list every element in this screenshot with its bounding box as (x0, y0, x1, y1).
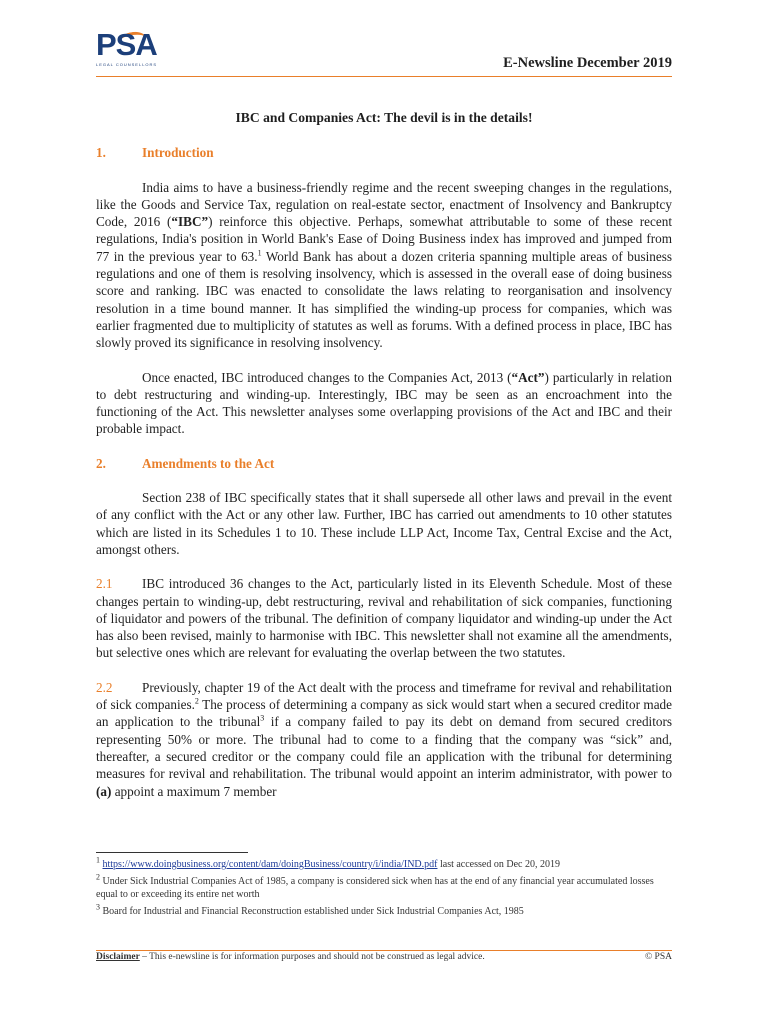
article-body (96, 109, 672, 817)
subsection-number: 2.2 (96, 679, 113, 695)
footnote-divider (96, 852, 248, 853)
page-footer (96, 952, 672, 962)
psa-logo (96, 27, 158, 74)
paragraph-2-2 (96, 679, 672, 800)
text-run: Once enacted, IBC introduced changes to the Companies Act, 2013 ( (142, 369, 512, 385)
subsection-number: 2.1 (96, 576, 113, 592)
paragraph-2-1 (96, 575, 672, 661)
footnote-3 (96, 902, 672, 918)
footnote-ref[interactable]: 2 (194, 696, 199, 706)
copyright: © PSA (644, 952, 672, 962)
issue-title: E-Newsline December 2019 (503, 55, 672, 71)
disclaimer-label: Disclaimer (96, 952, 140, 962)
text-run: IBC introduced 36 changes to the Act, particularly listed in its Eleventh Schedule. Most of these changes pertain to winding-up, debt restructuring, revival and rehabilitation of sick companies, functioning of liquidator and powers of the tribunal. The definition of company liquidator and winding-up under the Act has also been revised, mainly to harmonise with IBC. This newsletter shall not examine all the amendments, but selective ones which are relevant for evaluating the overlap between the two statutes. (96, 576, 672, 661)
paragraph-amend-1: Section 238 of IBC specifically states that it shall supersede all other laws and prevail in the event of any conflict with the Act or any other law. Further, IBC has carried out amendments to 10 other statutes which are listed in its Schedules 1 to 10. These include LLP Act, Income Tax, Central Excise and the Act, amongst others. (96, 490, 672, 557)
footnote-2 (96, 872, 672, 901)
footnote-number: 1 (96, 855, 100, 865)
text-run: ) reinforce this objective. Perhaps, somewhat attributable to some of these recent regulations, India's position in World Bank's Ease of Doing Business index has improved and jumped from 77 in the previous year to 63. (96, 214, 672, 264)
footer-divider (96, 950, 672, 951)
logo-text: PSA (96, 27, 157, 62)
footnote-ref[interactable]: 3 (260, 713, 265, 723)
paragraph-intro-2 (96, 369, 672, 438)
section-number: 1. (96, 145, 106, 161)
defined-term: “IBC” (171, 214, 209, 230)
text-run: India aims to have a business-friendly regime and the recent sweeping changes in the regulations, like the Goods and Service Tax, regulation on real-estate sector, enactment of Insolvency and Bankruptcy Code, 2016 ( (96, 179, 672, 230)
footnotes (96, 855, 672, 922)
section-title: Amendments to the Act (142, 455, 275, 471)
footnote-link[interactable]: https://www.doingbusiness.org/content/dam/doingBusiness/country/i/india/IND.pdf (102, 859, 438, 870)
footnote-text: Under Sick Industrial Companies Act of 1985, a company is considered sick when has at the end of any financial year accumulated losses equal to or exceeding its entire net worth (96, 876, 654, 900)
defined-term: “Act” (511, 369, 545, 385)
footnote-number: 3 (96, 902, 100, 912)
footnote-ref[interactable]: 1 (257, 248, 262, 258)
text-run: if a company failed to pay its debt on demand from secured creditors representing 50% or more. The tribunal had to come to a finding that the company was “sick” and, thereafter, a secured creditor or the company could file an application with the tribunal for determining measures for revival and rehabilitation. The tribunal would appoint an interim administrator, with power to (96, 714, 672, 782)
disclaimer-text: – This e-newsline is for information purposes and should not be construed as legal advice. (139, 952, 485, 962)
footnote-text: Board for Industrial and Financial Reconstruction established under Sick Industrial Companies Act, 1985 (100, 906, 524, 917)
logo-subtext: LEGAL COUNSELLORS (96, 62, 158, 67)
section-heading-amendments (96, 455, 672, 472)
article-title: IBC and Companies Act: The devil is in the details! (235, 110, 533, 125)
section-number: 2. (96, 455, 106, 471)
footnote-text: last accessed on Dec 20, 2019 (437, 859, 560, 870)
paragraph-intro-1 (96, 179, 672, 352)
list-marker: (a) (96, 783, 112, 799)
text-run: appoint a maximum 7 member (111, 783, 277, 799)
text-run: Previously, chapter 19 of the Act dealt with the process and timeframe for revival and rehabilitation of sick companies. (96, 679, 672, 713)
footnote-1 (96, 855, 672, 871)
section-title: Introduction (142, 145, 214, 161)
header-divider (96, 76, 672, 77)
text-run: World Bank has about a dozen criteria spanning multiple areas of business regulations and one of them is resolving insolvency, which is assessed in the overall ease of doing business score and ranking. IBC was enacted to consolidate the laws relating to reorganisation and insolvency resolution in a time bound manner. It has simplified the winding-up process for companies, which was earlier fragmented due to multiplicity of statutes as well as forums. With a defined process in place, IBC has slowly proved its significance in resolving insolvency. (96, 248, 672, 351)
text-run: ) particularly in relation to debt restructuring and winding-up. Interestingly, IBC may be seen as an encroachment into the functioning of the Act. This newsletter analyses some overlapping provisions of the Act and IBC and their probable impact. (96, 369, 672, 437)
disclaimer (96, 952, 485, 962)
section-heading-introduction (96, 144, 672, 161)
text-run: The process of determining a company as sick would start when a secured creditor made an application to the tribunal (96, 697, 672, 730)
footnote-number: 2 (96, 872, 100, 882)
